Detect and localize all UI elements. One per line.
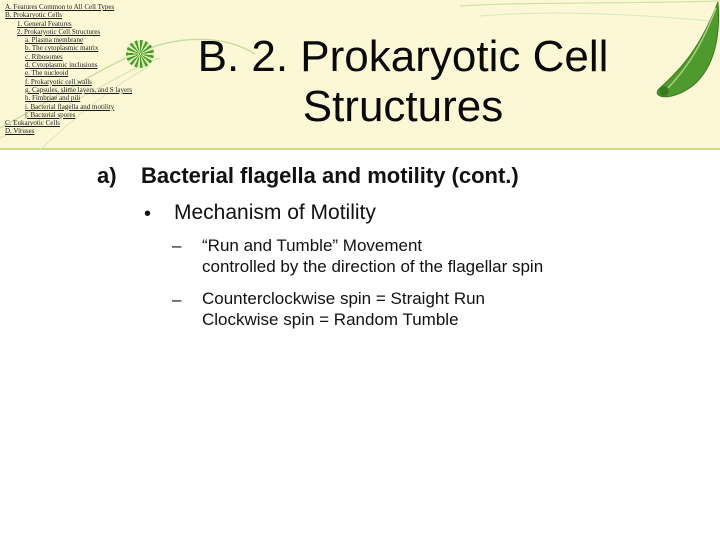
subpoint-dash: –: [172, 236, 182, 255]
nav-link-prokaryotic-cells[interactable]: B. Prokaryotic Cells: [5, 11, 62, 20]
bullet-text: Mechanism of Motility: [174, 201, 376, 224]
nav-link-flagella-motility[interactable]: i. Bacterial flagella and motility: [25, 102, 115, 111]
slide-title-line-1: B. 2. Prokaryotic Cell: [197, 32, 609, 81]
nav-link-prokaryotic-structures[interactable]: 2. Prokaryotic Cell Structures: [17, 27, 101, 36]
nav-link-bacterial-spores[interactable]: j. Bacterial spores: [25, 110, 76, 119]
nav-link-cell-walls[interactable]: f. Prokaryotic cell walls: [25, 77, 92, 86]
nav-link-viruses[interactable]: D. Viruses: [5, 127, 35, 136]
bullet-marker: •: [144, 203, 152, 225]
nav-link-fimbriae-pili[interactable]: h. Fimbriae and pili: [25, 94, 81, 103]
nav-link-features-common[interactable]: A. Features Common to All Cell Types: [5, 3, 115, 11]
subpoint-dash: –: [172, 290, 182, 309]
nav-link-cytoplasmic-matrix[interactable]: b. The cytoplasmic matrix: [25, 44, 99, 53]
nav-link-general-features[interactable]: 1. General Features: [17, 19, 72, 28]
nav-link-cytoplasmic-inclusions[interactable]: d. Cytoplasmic inclusions: [25, 61, 98, 70]
nav-link-nucleoid[interactable]: e. The nucleoid: [25, 69, 69, 78]
subpoint-line: Clockwise spin = Random Tumble: [202, 310, 459, 329]
section-heading-label: a): [97, 163, 117, 188]
subpoint-spin-direction: [202, 288, 702, 330]
nav-link-ribosomes[interactable]: c. Ribosomes: [25, 52, 63, 61]
slide-title: [168, 32, 638, 132]
nav-link-capsules[interactable]: g. Capsules, slime layers, and S layers: [25, 85, 133, 94]
nav-link-eukaryotic-cells[interactable]: C. Eukaryotic Cells: [5, 119, 61, 128]
section-heading-text: Bacterial flagella and motility (cont.): [141, 163, 519, 188]
outline-nav: [5, 3, 132, 136]
subpoint-line: Counterclockwise spin = Straight Run: [202, 289, 485, 308]
subpoint-line: “Run and Tumble” Movement: [202, 236, 423, 255]
subpoint-run-tumble: [202, 235, 702, 277]
nav-link-plasma-membrane[interactable]: a. Plasma membrane: [25, 36, 84, 45]
section-heading: [97, 163, 519, 189]
subpoint-line: controlled by the direction of the flagellar spin: [202, 257, 544, 276]
slide-title-line-2: Structures: [302, 82, 504, 131]
